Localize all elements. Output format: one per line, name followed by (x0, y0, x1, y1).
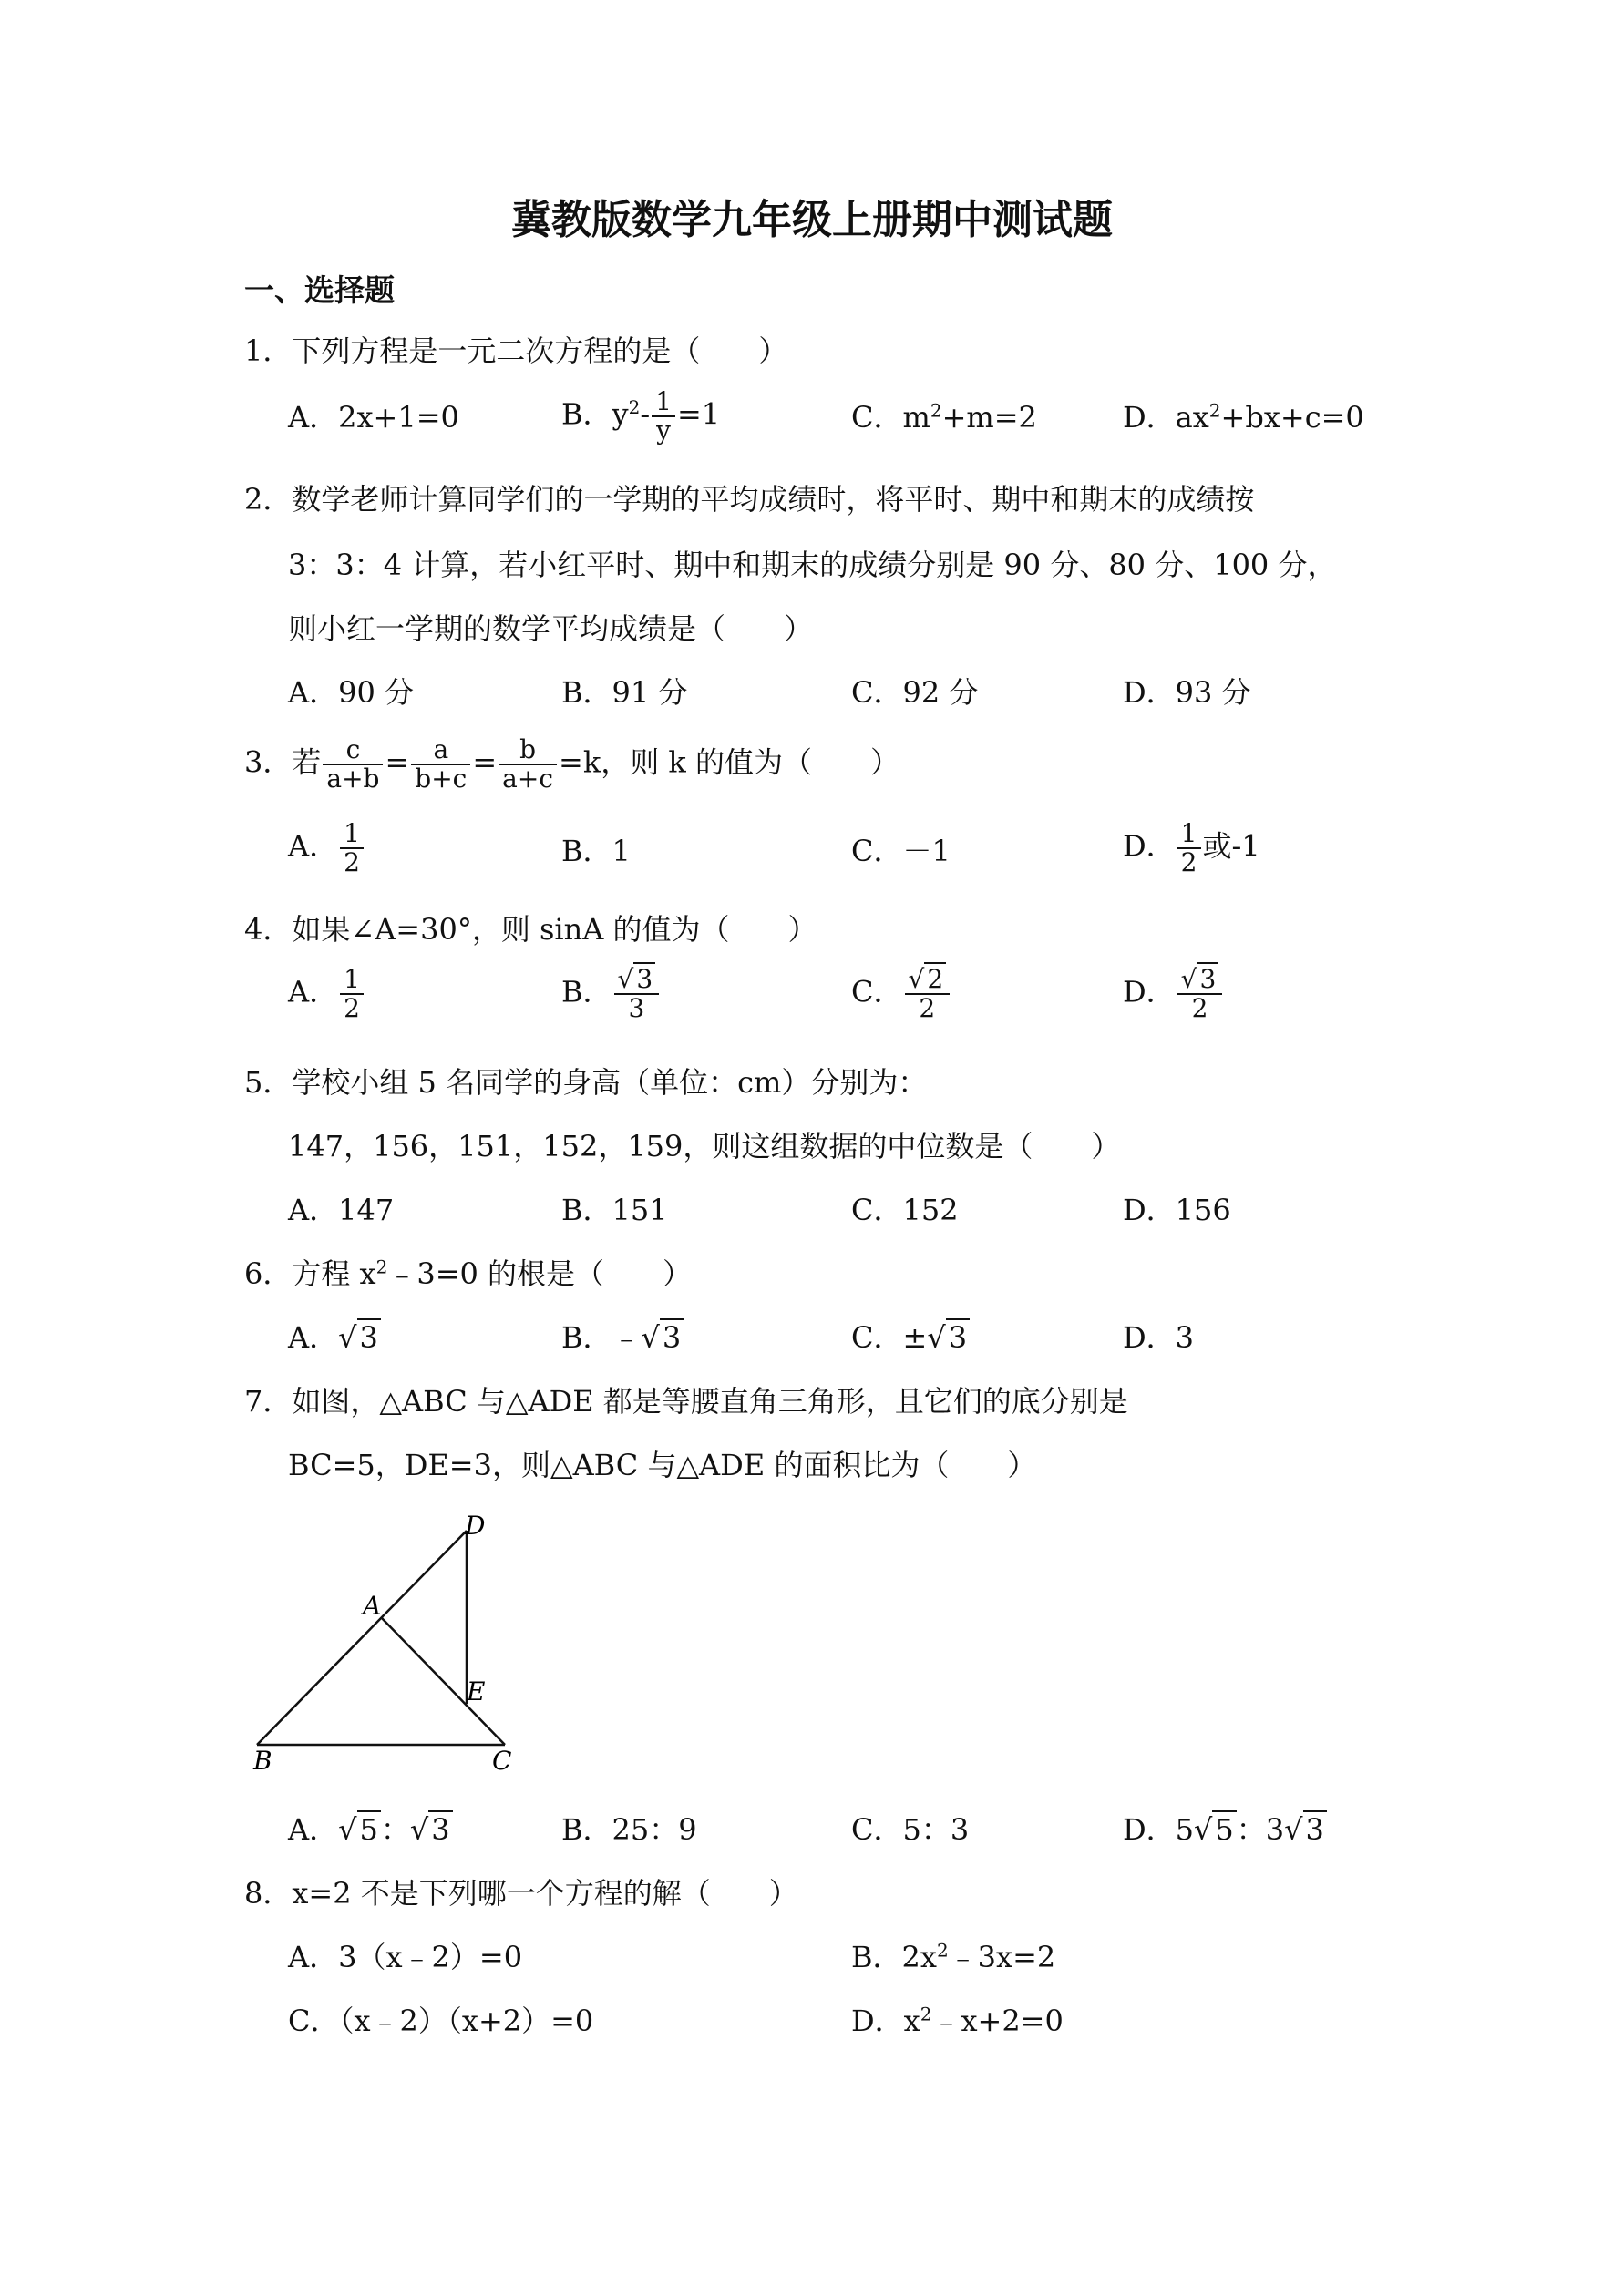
q2-option-c: C．92 分 (851, 675, 979, 710)
q5-option-a: A．147 (288, 1193, 395, 1227)
triangle-figure (246, 1512, 538, 1777)
q7-option-a: A．√5：√3 (288, 1811, 453, 1848)
question-5-line-1: 5．学校小组 5 名同学的身高（单位：cm）分别为： (244, 1065, 928, 1100)
q5-option-d: D．156 (1123, 1193, 1231, 1227)
question-6: 6．方程 $x^2﹣3=0$ 的根是（ ） (244, 1256, 693, 1291)
q6-option-a: A．√3 (288, 1319, 381, 1356)
label-a: A (363, 1591, 382, 1621)
question-number: 1． (244, 333, 293, 368)
q4-option-c: C． $\frac{√ 2}{2}$ (851, 966, 951, 1022)
q6-option-d: D．3 (1123, 1320, 1195, 1355)
q5-option-c: C．152 (851, 1193, 959, 1227)
question-2-line-3: 则小红一学期的数学平均成绩是（ ） (288, 611, 814, 646)
segment-ac (381, 1617, 505, 1745)
label-e: E (467, 1676, 486, 1707)
question-1 (244, 333, 787, 369)
question-3: 3．若 $\frac{c}{a+b}$ = $\frac{a}{b+c}$ = $\frac{b}{a+c}$ =k，则 k 的值为（ ） (244, 734, 899, 794)
q7-option-c: C．5：3 (851, 1812, 970, 1847)
q1-option-d: D．$ax^2+bx+c=0$ (1123, 399, 1364, 435)
q4-option-b: B． $\frac{√ 3}{3}$ (561, 966, 661, 1022)
segment-bd (257, 1531, 467, 1745)
q6-option-b: B．﹣√3 (561, 1319, 684, 1356)
q3-option-b: B．1 (561, 834, 631, 868)
q2-option-d: D．93 分 (1123, 675, 1251, 710)
q7-option-d: D．5√5：3√3 (1123, 1811, 1327, 1848)
q4-option-d: D． $\frac{√ 3}{2}$ (1123, 966, 1224, 1022)
question-2-line-1: 2．数学老师计算同学们的一学期的平均成绩时，将平时、期中和期末的成绩按 (244, 482, 1255, 517)
label-d: D (465, 1512, 486, 1541)
question-8: 8．x=2 不是下列哪一个方程的解（ ） (244, 1876, 798, 1911)
question-4: 4．如果∠A=30°，则 sinA 的值为（ ） (244, 912, 817, 947)
q1-option-c: C．$m^2+m=2$ (851, 399, 1037, 435)
q2-option-a: A．90 分 (288, 675, 415, 710)
q3-option-a: A． $\frac{1}{2}$ (288, 820, 365, 876)
label-b: B (253, 1746, 272, 1776)
q1-option-a: A．2x+1=0 (288, 400, 459, 435)
question-7-line-2: BC=5，DE=3，则△ABC 与△ADE 的面积比为（ ） (288, 1448, 1037, 1482)
q2-option-b: B．91 分 (561, 675, 688, 710)
q1-option-b: B．$y^2-$ $\frac{1}{y}$ =1 (561, 386, 721, 446)
label-c: C (492, 1746, 512, 1776)
q3-option-c: C．－1 (851, 834, 951, 868)
q8-option-b: B．$2x^2﹣3x=2$ (851, 1939, 1056, 1974)
q7-option-b: B．25：9 (561, 1812, 697, 1847)
q8-option-c: C．（x﹣2）（x+2）=0 (288, 2004, 594, 2038)
q3-option-d: D． $\frac{1}{2}$ 或-1 (1123, 818, 1260, 877)
q8-option-d: D．$x^2﹣x+2=0$ (851, 2003, 1064, 2038)
q6-option-c: C．±√3 (851, 1319, 970, 1356)
question-7-line-1: 7．如图，△ABC 与△ADE 都是等腰直角三角形，且它们的底分别是 (244, 1384, 1128, 1419)
page-title: 冀教版数学九年级上册期中测试题 (511, 197, 1113, 243)
question-5-line-2: 147，156，151，152，159，则这组数据的中位数是（ ） (288, 1129, 1121, 1163)
q8-option-a: A．3（x﹣2）=0 (288, 1940, 523, 1974)
fraction: $\frac{1}{y}$ (652, 388, 675, 445)
q5-option-b: B．151 (561, 1193, 668, 1227)
section-heading: 一、选择题 (244, 272, 395, 308)
q4-option-a: A． $\frac{1}{2}$ (288, 966, 365, 1022)
question-text: 下列方程是一元二次方程的是（ ） (292, 333, 788, 368)
question-2-line-2: 3：3：4 计算，若小红平时、期中和期末的成绩分别是 90 分、80 分、100 分， (288, 548, 1337, 582)
